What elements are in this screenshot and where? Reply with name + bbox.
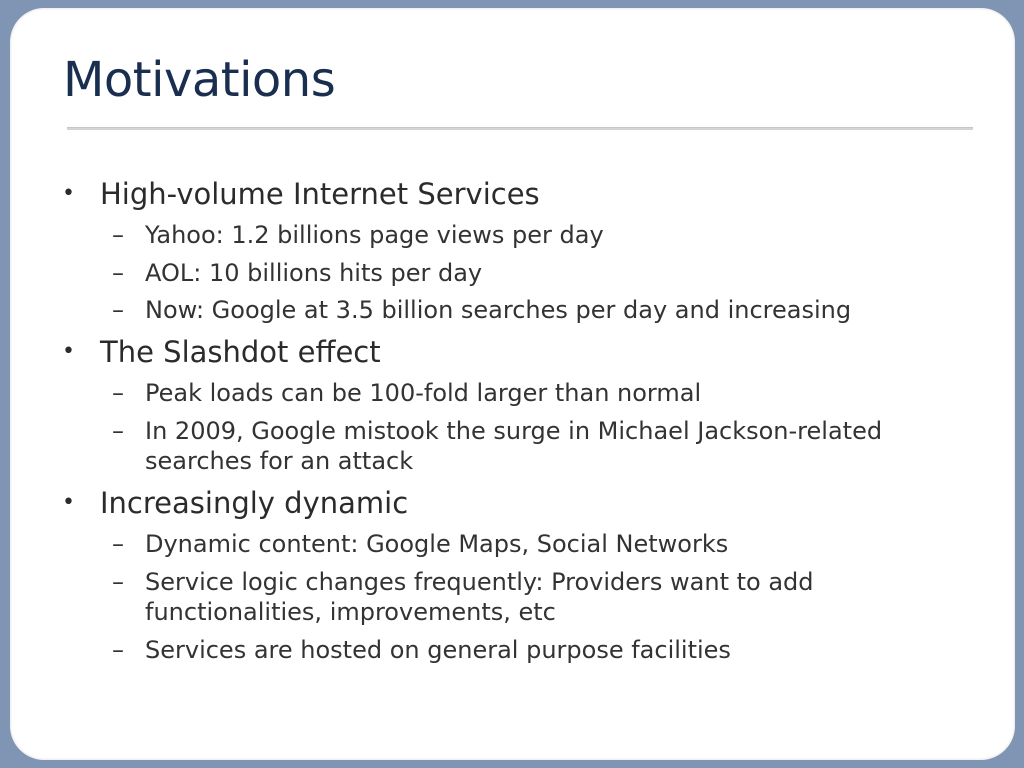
bullet-list xyxy=(10,8,1015,760)
sub-bullet-text: AOL: 10 billions hits per day xyxy=(145,259,483,287)
sub-bullet-text: In 2009, Google mistook the surge in Michael Jackson-related searches for an attack xyxy=(145,417,883,475)
sub-bullet-marker: – xyxy=(112,379,124,407)
bullet-text: High-volume Internet Services xyxy=(100,177,540,211)
sub-bullet-item xyxy=(112,635,945,665)
sub-bullet-marker: – xyxy=(112,636,124,664)
sub-bullet-marker: – xyxy=(112,221,124,249)
sub-bullet-text: Services are hosted on general purpose facilities xyxy=(145,636,731,664)
sub-bullet-text: Service logic changes frequently: Providers want to add functionalities, improvements, etc xyxy=(145,568,814,626)
sub-bullet-text: Now: Google at 3.5 billion searches per day and increasing xyxy=(145,296,852,324)
bullet-text: Increasingly dynamic xyxy=(100,486,409,520)
bullet-marker: • xyxy=(62,490,75,515)
sub-bullet-item xyxy=(112,416,915,476)
bullet-item xyxy=(62,335,381,369)
bullet-marker: • xyxy=(62,181,75,206)
sub-bullet-item xyxy=(112,378,945,408)
bullet-item xyxy=(62,177,540,211)
sub-bullet-marker: – xyxy=(112,568,124,596)
sub-bullet-text: Dynamic content: Google Maps, Social Networks xyxy=(145,530,729,558)
slide-title: Motivations xyxy=(63,52,336,108)
bullet-item xyxy=(62,486,409,520)
sub-bullet-marker: – xyxy=(112,530,124,558)
sub-bullet-item xyxy=(112,567,905,627)
sub-bullet-marker: – xyxy=(112,417,124,445)
bullet-marker: • xyxy=(62,339,75,364)
sub-bullet-text: Peak loads can be 100-fold larger than normal xyxy=(145,379,702,407)
sub-bullet-marker: – xyxy=(112,259,124,287)
sub-bullet-item xyxy=(112,258,945,288)
sub-bullet-text: Yahoo: 1.2 billions page views per day xyxy=(145,221,604,249)
sub-bullet-marker: – xyxy=(112,296,124,324)
sub-bullet-item xyxy=(112,295,945,325)
bullet-text: The Slashdot effect xyxy=(100,335,381,369)
sub-bullet-item xyxy=(112,529,945,559)
slide-canvas xyxy=(10,8,1015,760)
sub-bullet-item xyxy=(112,220,945,250)
